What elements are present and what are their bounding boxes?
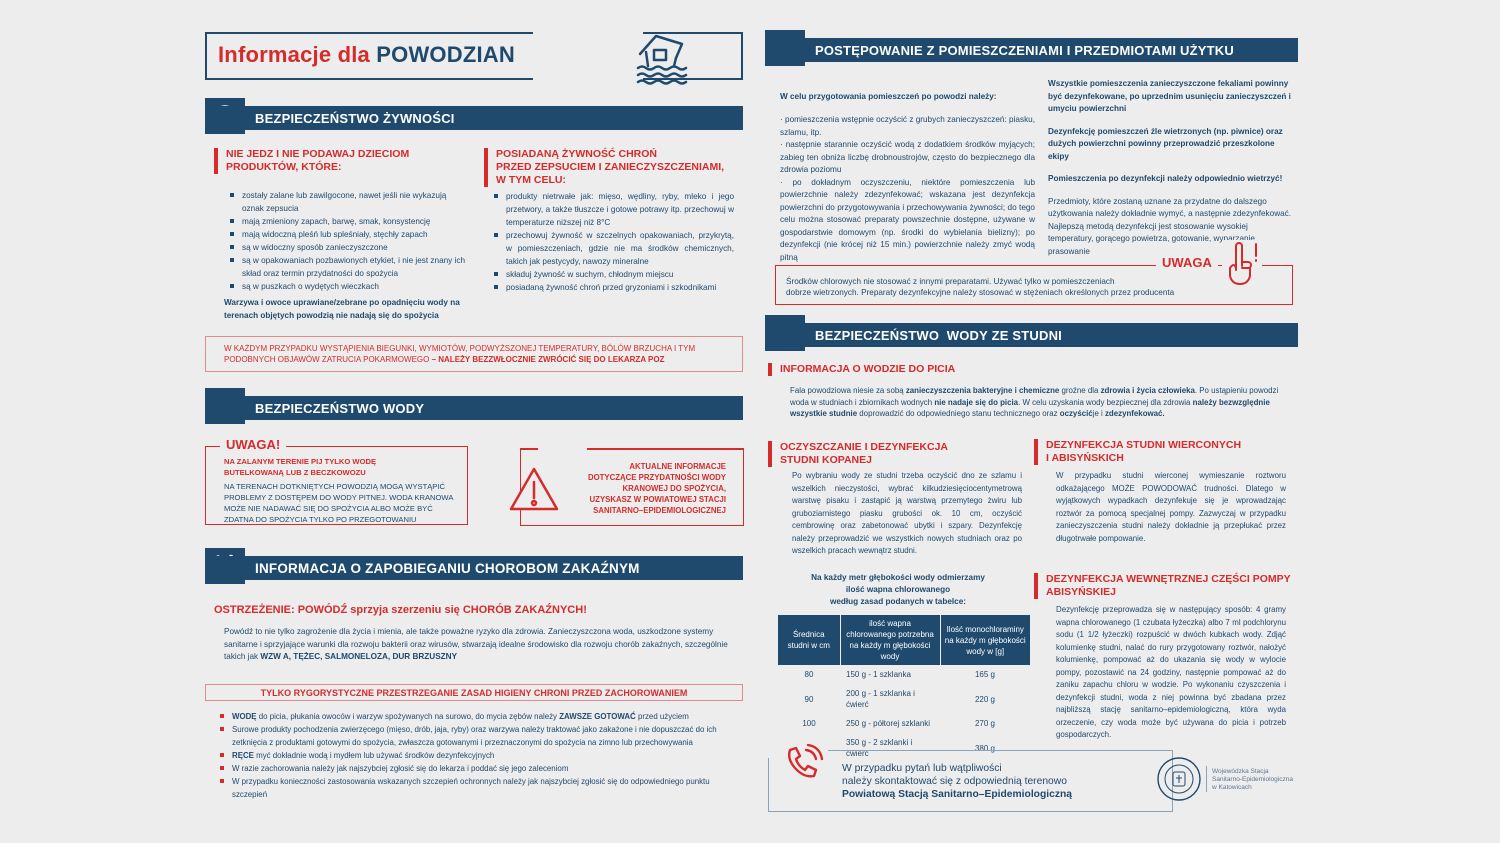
rooms-steps [780, 114, 1035, 264]
protect-food-list [494, 190, 734, 294]
org-name: Wojewódzka Stacja Sanitarno-Epidemiologiczna w Katowicach [1212, 768, 1293, 791]
uwaga-label: UWAGA! [220, 437, 286, 452]
section-header-water-safety: BEZPIECZEŃSTWO WODY [205, 396, 743, 420]
rooms-step: · następnie starannie oczyścić wodą z dodatkiem środków myjących; zabieg ten obniża liczbę drobnoustrojów, często do bezpiecznego dla zdrowia poziomu [780, 140, 1035, 174]
pump-text: Dezynfekcję przeprowadza się w następujący sposób: 4 gramy wapna chlorowanego (1 czubata łyżeczka) albo 7 ml podchlorynu sodu (1 1/2 łyżeczki) rozpuścić w dwóch kubkach wody. Zdjąć kolumienkę studni, nalać do rury przygotowany roztwór, nałożyć kolumienkę, pompować aż do ukazania się wody w wylocie pompy, pozostawić na 24 godziny, następnie pompować aż do zaniku zapachu chloru w wodzie. Po wykonaniu czyszczenia i dezynfekcji studni, woda z niej powinna być zbadana przez najbliższą stację sanitarno–epidemiologiczną, która wyda orzeczenie, czy woda może być używana do picia i potrzeb gospodarczych. [1056, 605, 1286, 739]
rooms-step: · po dokładnym oczyszczeniu, niektóre pomieszczenia lub powierzchnie należy zdezynfekować; wskazana jest dezynfekcja powierzchni do przygotowywania i przechowywania żywności; do tego celu można stosować preparaty powszechnie dostępne, używane w gospodarstwie domowym (np. środki do wybielania bielizny); po dezynfekcji (nie krócej niż 15 min.) powierzchnie należy zmyć wodą pitną [780, 177, 1035, 262]
table-cell: 90 [804, 694, 814, 704]
list-item: są w opakowaniach pozbawionych etykiet, i nie jest znany ich skład oraz termin przydatności do spożycia [230, 254, 470, 280]
table-row [778, 714, 1030, 733]
table-cell: 80 [804, 670, 814, 679]
list-item: mają widoczną pleśń lub spleśniały, stęchły zapach [230, 228, 470, 241]
vegetables-note: Warzywa i owoce uprawiane/zebrane po opadnięciu wody na terenach objętych powodzią nie nadają się do spożycia [224, 298, 460, 320]
info-box-top-border [520, 448, 744, 450]
flooded-house-icon [632, 28, 692, 88]
rooms-right-text: Wszystkie pomieszczenia zanieczyszczone fekaliami powinny być dezynfekowane, po uprzednim usunięciu zanieczyszczeń i umyciu powierzchni Dezynfekcję pomieszczeń źle wietrzonych (np. piwnice) oraz dużych powierzchni powinny przeprowadzić przeszkolone ekipy Pomieszczenia po dezynfekcji należy odpowiednio wietrzyć! Przedmioty, które zostaną uznane za przydatne do dalszego użytkowania należy dokładnie wymyć, a następnie zdezynfekować. Najlepszą metodą dezynfekcji jest stosowanie wysokiej temperatury, gorącego powietrza, gotowanie, wyparzanie, prasowanie [1048, 79, 1292, 256]
do-not-eat-list [230, 189, 470, 293]
logo-divider [1206, 766, 1207, 792]
protect-food-heading: POSIADANĄ ŻYWNOŚĆ CHROŃ PRZED ZEPSUCIEM I ZANIECZYSZCZENIAMI, W TYM CELU: [484, 148, 744, 187]
table-caption: Na każdy metr głębokości wody odmierzamy ilość wapna chlorowanego według zasad podanych w tabelce: [811, 573, 985, 606]
section-header-diseases: INFORMACJA O ZAPOBIEGANIU CHOROBOM ZAKAŹNYM [205, 556, 743, 580]
raised-finger-icon [1222, 240, 1262, 290]
table-cell: 200 g - 1 szklanka i ćwierć [846, 689, 915, 709]
phone-icon [782, 744, 826, 784]
list-item: W razie zachorowania należy jak najszybciej zgłosić się do lekarza i poddać się jego zaleceniom [220, 762, 740, 775]
list-item: zostały zalane lub zawilgocone, nawet jeśli nie wykazują oznak zepsucia [230, 189, 470, 215]
list-item: posiadaną żywność chroń przed gryzoniami i szkodnikami [494, 281, 734, 294]
contact-text: W przypadku pytań lub wątpliwości należy skontaktować się z odpowiednią terenowo Powiatową Stacją Sanitarno–Epidemiologiczną [842, 763, 1073, 800]
table-cell: 380 g [974, 743, 996, 753]
table-cell: 220 g [974, 694, 996, 704]
hygiene-heading-box: TYLKO RYGORYSTYCZNE PRZESTRZEGANIE ZASAD HIGIENY CHRONI PRZED ZACHOROWANIEM [205, 684, 743, 701]
disease-intro: Powódź to nie tylko zagrożenie dla życia i mienia, ale także poważne ryzyko dla zdrowia. Zanieczyszczona woda, uszkodzone systemy sanitarne i sprzyjające warunki dla rozwoju bakterii oraz wirusów, stwarzają idealne środowisko dla rozwoju chorób zakaźnych, szczególnie takich jak WZW A, TĘŻEC, SALMONELOZA, DUR BRZUSZNY [224, 627, 728, 661]
list-item: produkty nietrwałe jak: mięso, wędliny, ryby, mleko i jego przetwory, a także tłuszcze i gotowe potrawy itp. przechowuj w temperaturze niższej niż 8°C [494, 190, 734, 229]
table-header: ilość wapna chlorowanego potrzebna na każdy m głębokości wody [840, 615, 940, 665]
warning-triangle-icon [508, 466, 560, 512]
drilled-well-text: W przypadku studni wierconej wymieszanie roztworu odkażającego MOŻE POWODOWAĆ trudności. Dlatego w wyjątkowych wypadkach dezynfekuje się je wprowadzając roztwór za pomocą specjalnej pompy. Zazwyczaj w przypadku zanieczyszczenia studni należy dokładnie ją przepłukać przez długotrwałe pompowanie. [1056, 471, 1286, 543]
tap-water-info-text: AKTUALNE INFORMACJE DOTYCZĄCE PRZYDATNOŚCI WODY KRANOWEJ DO SPOŻYCIA, UZYSKASZ W POWIATOWEJ STACJI SANITARNO–EPIDEMIOLOGICZNEJ [587, 462, 726, 515]
list-item: przechowuj żywność w szczelnych opakowaniach, przykrytą, w pomieszczeniach, gdzie nie ma środków chemicznych, takich jak pestycydy, nawozy mineralne [494, 229, 734, 268]
list-item: są w puszkach o wydętych wieczkach [230, 280, 470, 293]
list-item: są w widoczny sposób zanieczyszczone [230, 241, 470, 254]
do-not-eat-heading: NIE JEDZ I NIE PODAWAJ DZIECIOM PRODUKTÓW, KTÓRE: [214, 148, 474, 174]
sanepid-emblem-icon [1156, 756, 1202, 802]
list-item: W przypadku konieczności zastosowania wskazanych szczepień ochronnych należy jak najszybciej zgłosić się do odpowiedniego punktu szczepień [220, 775, 740, 801]
uwaga-rooms-label: UWAGA [1156, 255, 1218, 270]
uwaga-water-content: NA ZALANYM TERENIE PIJ TYLKO WODĘ BUTELKOWANĄ LUB Z BECZKOWOZU NA TERENACH DOTKNIĘTYCH POWODZIĄ MOGĄ WYSTĄPIĆ PROBLEMY Z DOSTĘPEM DO WODY PITNEJ. WODA KRANOWA MOŻE NIE NADAWAĆ SIĘ DO SPOŻYCIA ALBO MOŻE BYĆ ZDATNA DO SPOŻYCIA TYLKO PO PRZEGOTOWANIU [224, 457, 453, 524]
page-title: Informacje dla POWODZIAN [218, 42, 515, 67]
table-cell: 100 [802, 719, 816, 728]
table-cell: 350 g - 2 szklanki i ćwierć [846, 738, 913, 758]
drinking-water-text: Fala powodziowa niesie za sobą zanieczyszczenia bakteryjne i chemiczne groźne dla zdrowia i życia człowieka. Po ustąpieniu powodzi woda w studniach i zbiornikach wodnych nie nadaje się do picia. W celu uzyskania wody bezpiecznej dla zdrowia należy bezwzględnie wszystkie studnie doprowadzić do odpowiedniego stanu technicznego oraz oczyścićje i zdezynfekować. [790, 386, 1279, 418]
drilled-well-heading: DEZYNFEKCJA STUDNI WIERCONYCH I ABISYŃSKICH [1034, 439, 1241, 465]
table-row [778, 684, 1030, 714]
table-cell: 250 g - półtorej szklanki [846, 719, 931, 728]
pump-heading: DEZYNFEKCJA WEWNĘTRZNEJ CZĘŚCI POMPY ABISYŃSKIEJ [1034, 573, 1291, 599]
table-header: Ilość monochloraminy na każdy m głębokości wody w [g] [940, 615, 1030, 665]
section-header-rooms: POSTĘPOWANIE Z POMIESZCZENIAMI I PRZEDMIOTAMI UŻYTKU [765, 38, 1298, 62]
table-header: Średnica studni w cm [778, 615, 840, 665]
list-item: składuj żywność w suchym, chłodnym miejscu [494, 268, 734, 281]
rooms-intro: W celu przygotowania pomieszczeń po powodzi należy: [780, 92, 997, 101]
section-header-food-safety: BEZPIECZEŃSTWO ŻYWNOŚCI [205, 106, 743, 130]
dug-well-heading: OCZYSZCZANIE I DEZYNFEKCJA STUDNI KOPANEJ [768, 441, 948, 467]
list-item: mają zmieniony zapach, barwę, smak, konsystencję [230, 215, 470, 228]
chlorine-table [778, 615, 1030, 763]
section-header-wells: BEZPIECZEŃSTWO WODY ZE STUDNI [765, 323, 1298, 347]
list-item: Surowe produkty pochodzenia zwierzęcego (mięso, drób, jaja, ryby) oraz warzywa należy traktować jako zakażone i nie dopuszczać do ich zetknięcia z produktami gotowymi do spożycia, zwłaszcza gotowanymi i przeznaczonymi do spożycia na zimno lub przechowywania [220, 723, 740, 749]
list-item: WODĘ do picia, płukania owoców i warzyw spożywanych na surowo, do mycia zębów należy ZAWSZE GOTOWAĆ przed użyciem [220, 710, 740, 723]
rooms-step: · pomieszczenia wstępnie oczyścić z grubych zanieczyszczeń: piasku, szlamu, itp. [780, 115, 1035, 137]
drinking-water-heading: INFORMACJA O WODZIE DO PICIA [768, 363, 955, 376]
table-cell: 270 g [974, 719, 996, 728]
table-row [778, 665, 1030, 684]
table-cell: 150 g - 1 szklanka [846, 670, 911, 679]
food-poisoning-warning: W KAŻDYM PRZYPADKU WYSTĄPIENIA BIEGUNKI, WYMIOTÓW, PODWYŻSZONEJ TEMPERATURY, BÓLÓW BRZUCHA I TYM PODOBNYCH OBJAWÓW ZATRUCIA POKARMOWEGO – NALEŻY BEZZWŁOCZNIE ZWRÓCIĆ SIĘ DO LEKARZA POZ [205, 336, 743, 372]
list-item: RĘCE myć dokładnie wodą i mydłem lub używać środków dezynfekcyjnych [220, 749, 740, 762]
dug-well-text: Po wybraniu wody ze studni trzeba oczyścić dno ze szlamu i wszelkich nieczystości, wybrać kilkudziesięciocentymetrową warstwę pisaku i zastąpić ją warstwą przemytego żwiru lub gruboziarnistego piasku grubości ok. 10 cm, oczyścić cembrowinę oraz zabetonować ubytki i szpary. Dezynfekcję należy przeprowadzić we wszystkich nowych studniach oraz po wszelkich pracach wewnątrz studni. [792, 471, 1022, 555]
table-cell: 165 g [974, 670, 996, 679]
table-header-row [778, 615, 1030, 665]
hygiene-list [220, 710, 740, 801]
uwaga-rooms-text: Środków chlorowych nie stosować z innymi preparatami. Używać tylko w pomieszczeniach dobrze wietrzonych. Preparaty dezynfekcyjne należy stosować w stężeniach określonych przez producenta [786, 277, 1175, 297]
disease-warning: OSTRZEŻENIE: POWÓDŹ sprzyja szerzeniu się CHORÓB ZAKAŹNYCH! [214, 604, 587, 616]
